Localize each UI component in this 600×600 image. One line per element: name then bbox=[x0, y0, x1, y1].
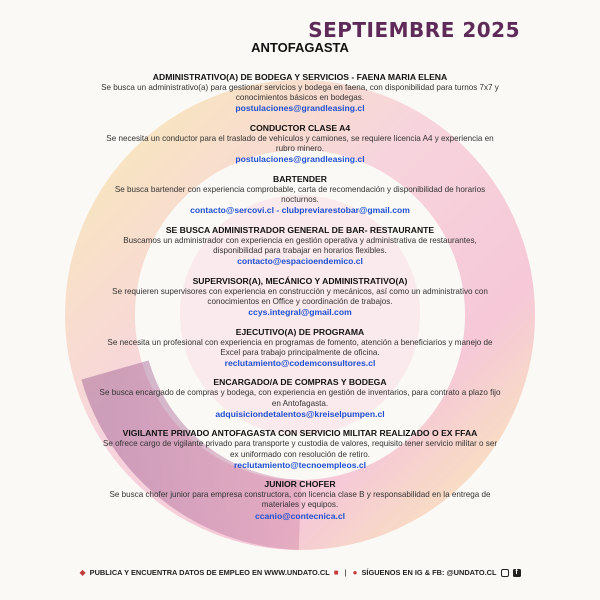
job-contact-email[interactable]: contacto@sercovi.cl - clubpreviarestobar@gmail.com bbox=[190, 205, 410, 216]
job-listing bbox=[98, 276, 502, 318]
job-description: Se busca chofer junior para empresa constructora, con licencia clase B y responsabilidad en la entrega de materiales y equipos. bbox=[109, 490, 491, 510]
job-description: Se ofrece cargo de vigilante privado para transporte y custodia de valores, requisito tener servicio militar o ser ex uniformado con resolución de retiro. bbox=[102, 439, 498, 459]
month-title: SEPTIEMBRE 2025 bbox=[308, 18, 520, 42]
instagram-icon[interactable] bbox=[501, 569, 509, 577]
job-contact-email[interactable]: ccys.integral@gmail.com bbox=[248, 307, 352, 318]
job-title: JUNIOR CHOFER bbox=[264, 479, 336, 490]
job-listing bbox=[98, 174, 502, 216]
job-title: ENCARGADO/A DE COMPRAS Y BODEGA bbox=[213, 377, 387, 388]
job-description: Se necesita un profesional con experiencia en programas de fomento, atención a beneficiarios y manejo de Excel para trabajo principalmente de oficina. bbox=[107, 337, 493, 357]
job-listing bbox=[98, 327, 502, 369]
footer-social-text[interactable]: SÍGUENOS EN IG & FB: @UNDATO.CL bbox=[361, 568, 497, 577]
region-title: ANTOFAGASTA bbox=[251, 40, 349, 55]
job-list bbox=[98, 72, 502, 530]
job-contact-email[interactable]: reclutamiento@codemconsultores.cl bbox=[224, 357, 376, 368]
job-description: Buscamos un administrador con experiencia en gestión operativa y administrativa de restaurantes, disponibilidad para trabajar en horarios flexibles. bbox=[123, 235, 477, 255]
job-contact-email[interactable]: reclutamiento@tecnoempleos.cl bbox=[233, 459, 367, 470]
footer-divider: | bbox=[344, 568, 347, 577]
job-title: VIGILANTE PRIVADO ANTOFAGASTA CON SERVICIO MILITAR REALIZADO O EX FFAA bbox=[122, 428, 478, 439]
job-description: Se busca encargado de compras y bodega, con experiencia en gestión de inventarios, para contrato a plazo fijo en Antofagasta. bbox=[99, 388, 501, 408]
job-listing bbox=[98, 428, 502, 470]
job-listing bbox=[98, 225, 502, 267]
job-listing bbox=[98, 123, 502, 165]
job-contact-email[interactable]: ccanio@contecnica.cl bbox=[254, 510, 346, 521]
job-description: Se requieren supervisores con experiencia en construcción y mecánicos, así como un administrativo con conocimientos en Office y coordinación de trabajos. bbox=[112, 286, 488, 306]
thumb-icon: ● bbox=[352, 568, 358, 577]
job-listing bbox=[98, 72, 502, 114]
job-title: SE BUSCA ADMINISTRADOR GENERAL DE BAR- RESTAURANTE bbox=[165, 224, 435, 235]
facebook-icon[interactable]: f bbox=[513, 569, 521, 577]
job-contact-email[interactable]: contacto@espacioendemico.cl bbox=[237, 256, 363, 267]
job-listing bbox=[98, 377, 502, 419]
job-title: CONDUCTOR CLASE A4 bbox=[249, 122, 351, 133]
footer bbox=[0, 568, 600, 577]
job-description: Se busca bartender con experiencia comprobable, carta de recomendación y disponibilidad de horarios nocturnos. bbox=[114, 184, 486, 205]
job-contact-email[interactable]: postulaciones@grandleasing.cl bbox=[235, 103, 365, 114]
job-title: SUPERVISOR(A), MECÁNICO Y ADMINISTRATIVO(A) bbox=[192, 275, 408, 286]
job-title: BARTENDER bbox=[273, 173, 327, 184]
briefcase-icon: ■ bbox=[333, 568, 339, 577]
job-description: Se necesita un conductor para el traslado de vehículos y camiones, se requiere licencia A4 y experiencia en rubro minero. bbox=[106, 133, 494, 154]
job-title: EJECUTIVO(A) DE PROGRAMA bbox=[235, 326, 365, 337]
job-listing bbox=[98, 479, 502, 521]
job-description: Se busca un administrativo(a) para gestionar servicios y bodega en faena, con disponibilidad para turnos 7x7 y conocimientos básicos en bodegas. bbox=[101, 83, 499, 103]
job-contact-email[interactable]: postulaciones@grandleasing.cl bbox=[235, 154, 365, 165]
job-contact-email[interactable]: adquisiciondetalentos@kreiselpumpen.cl bbox=[215, 408, 385, 419]
job-title: ADMINISTRATIVO(A) DE BODEGA Y SERVICIOS - FAENA MARIA ELENA bbox=[152, 72, 448, 82]
footer-publish-text[interactable]: PUBLICA Y ENCUENTRA DATOS DE EMPLEO EN WWW.UNDATO.CL bbox=[89, 568, 330, 577]
flag-icon: ◆ bbox=[79, 568, 86, 577]
